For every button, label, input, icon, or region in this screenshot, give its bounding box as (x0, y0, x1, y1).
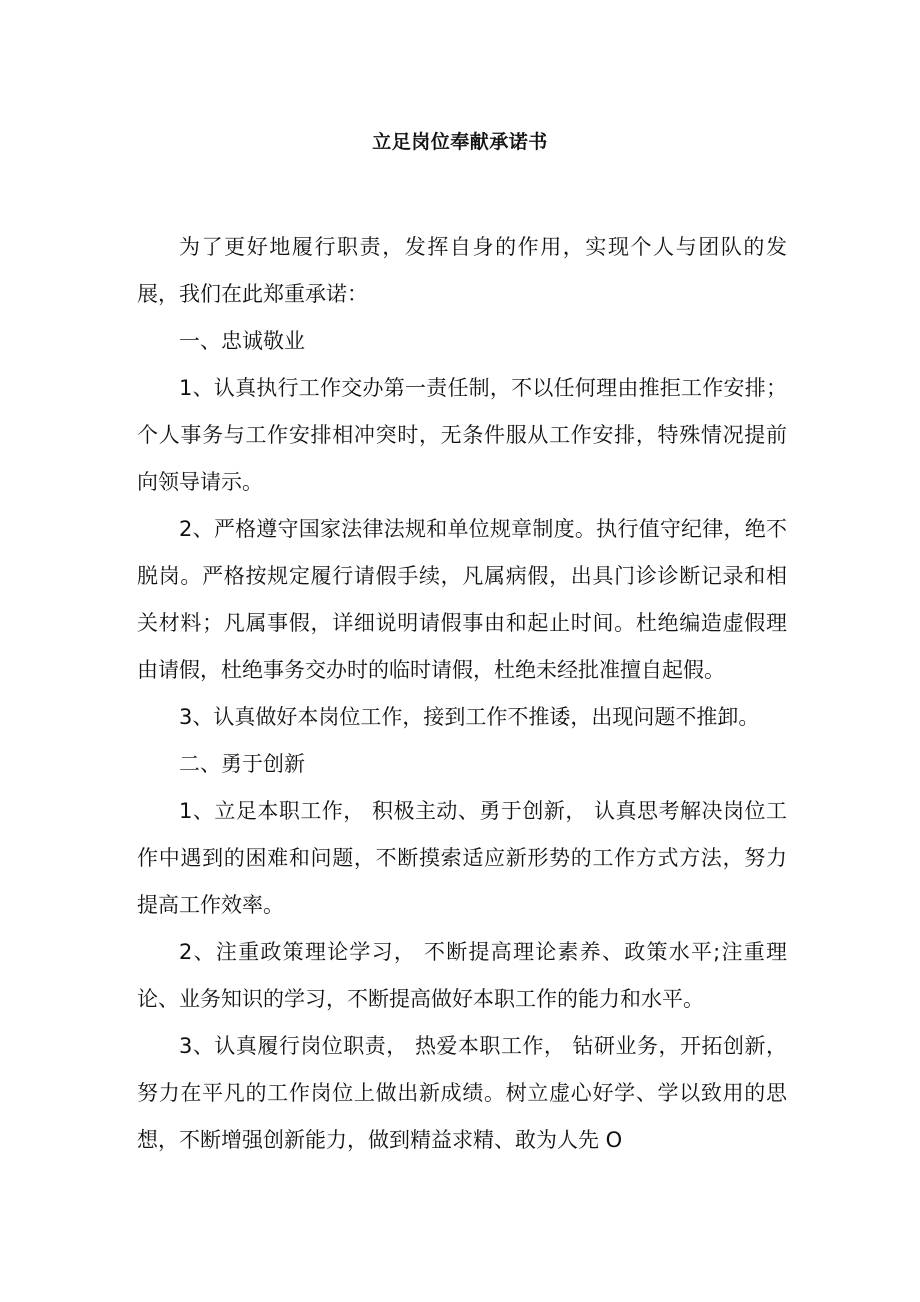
section-heading-loyalty: 一、忠诚敬业 (179, 329, 305, 353)
document-title: 立足岗位奉献承诺书 (372, 131, 548, 153)
loyalty-item-2: 2、严格遵守国家法律法规和单位规章制度。执行值守纪律，绝不脱岗。严格按规定履行请假手续，凡属病假，出具门诊诊断记录和相关材料；凡属事假，详细说明请假事由和起止时间。杜绝编造虚假理由请假，杜绝事务交办时的临时请假，杜绝未经批准擅自起假。 (137, 517, 787, 682)
innovation-item-1: 1、立足本职工作， 积极主动、勇于创新， 认真思考解决岗位工作中遇到的困难和问题，不断摸索适应新形势的工作方式方法，努力提高工作效率。 (137, 799, 787, 917)
section-heading-innovation: 二、勇于创新 (179, 752, 305, 776)
document-body (137, 224, 787, 1164)
innovation-item-3: 3、认真履行岗位职责， 热爱本职工作， 钻研业务，开拓创新，努力在平凡的工作岗位上做出新成绩。树立虚心好学、学以致用的思想，不断增强创新能力，做到精益求精、敢为人先 O (137, 1034, 787, 1152)
innovation-item-2: 2、注重政策理论学习， 不断提高理论素养、政策水平;注重理论、业务知识的学习，不断提高做好本职工作的能力和水平。 (137, 940, 787, 1011)
loyalty-item-3: 3、认真做好本岗位工作，接到工作不推诿，出现问题不推卸。 (179, 705, 760, 729)
loyalty-item-1: 1、认真执行工作交办第一责任制，不以任何理由推拒工作安排；个人事务与工作安排相冲突时，无条件服从工作安排，特殊情况提前向领导请示。 (137, 376, 787, 494)
intro-paragraph: 为了更好地履行职责，发挥自身的作用，实现个人与团队的发展，我们在此郑重承诺： (137, 235, 787, 306)
